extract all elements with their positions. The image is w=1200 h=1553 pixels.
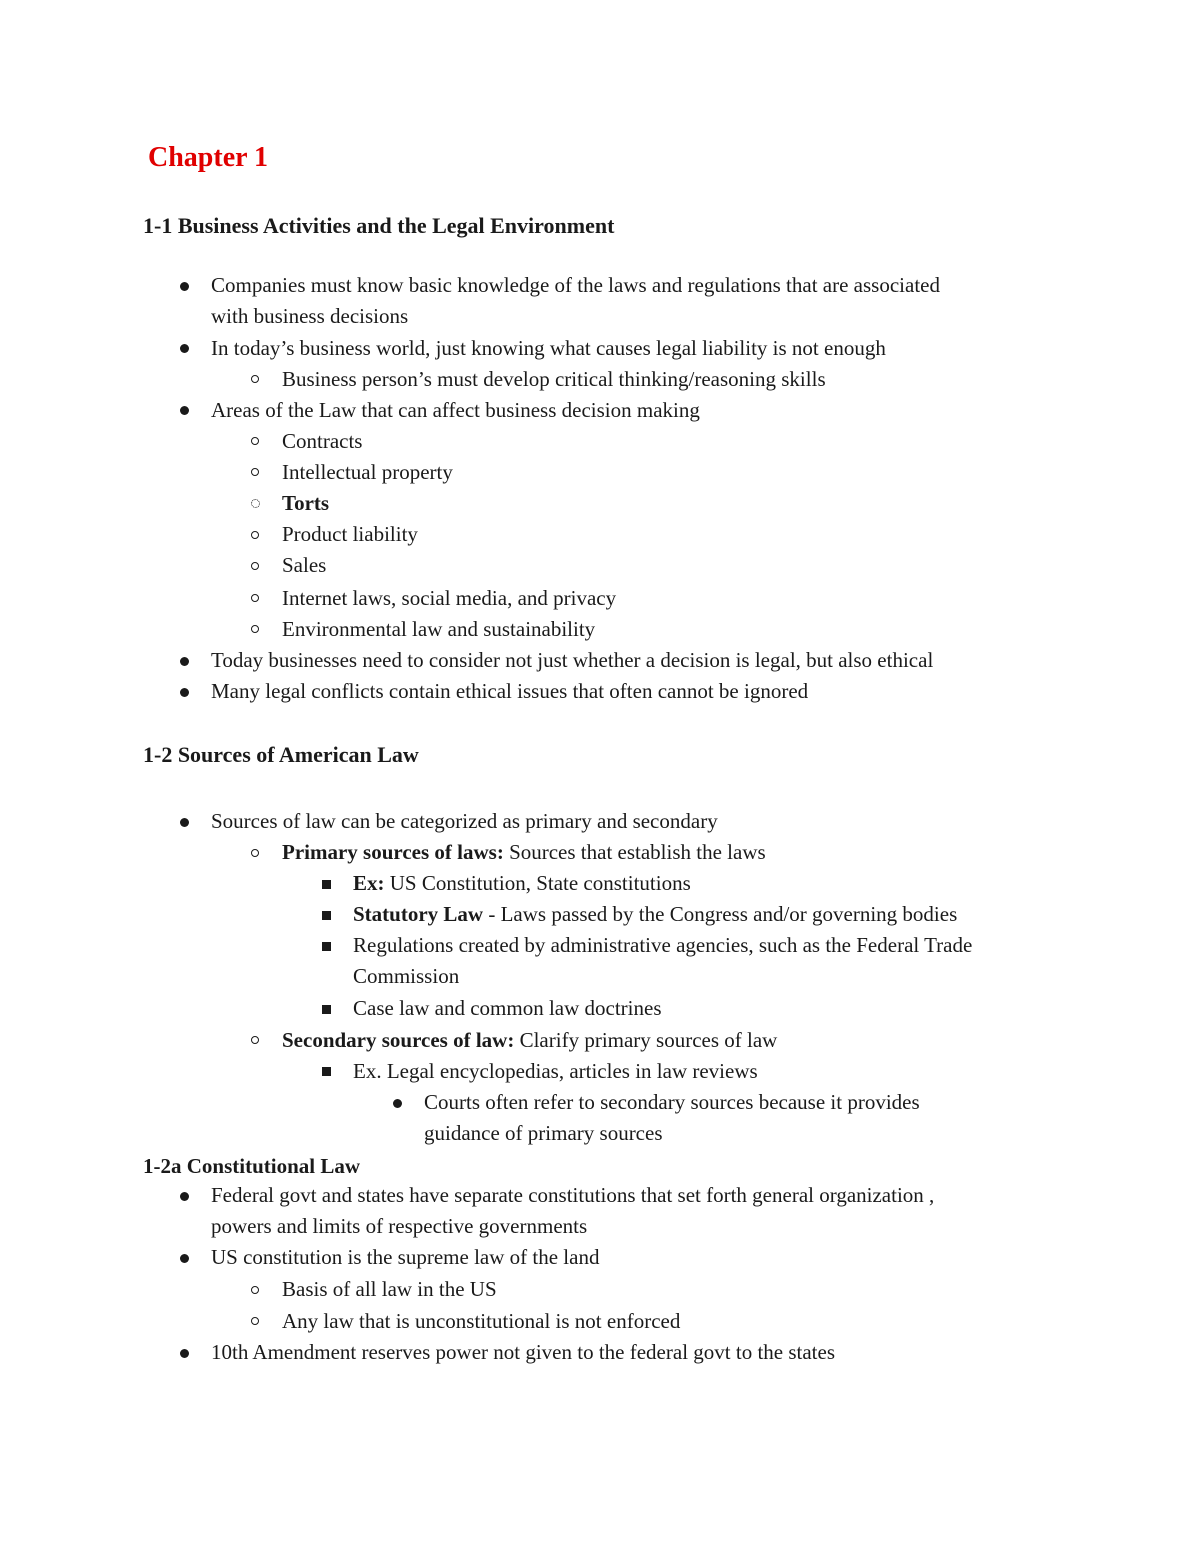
term-label: Secondary sources of law: bbox=[282, 1028, 515, 1052]
bullet-circle-icon bbox=[251, 1286, 259, 1294]
bullet-disc-icon bbox=[180, 344, 189, 353]
section-heading-1-1: 1-1 Business Activities and the Legal Environment bbox=[143, 213, 615, 238]
term-label: Ex: bbox=[353, 871, 385, 895]
list-item: Contracts bbox=[282, 429, 363, 453]
list-item: Ex. Legal encyclopedias, articles in law reviews bbox=[353, 1059, 758, 1083]
list-item: Internet laws, social media, and privacy bbox=[282, 586, 617, 610]
list-item: Any law that is unconstitutional is not enforced bbox=[282, 1309, 681, 1333]
list-item bbox=[282, 1025, 777, 1056]
bullet-disc-icon bbox=[180, 818, 189, 827]
list-item: Courts often refer to secondary sources because it provides bbox=[424, 1090, 920, 1114]
list-item: Intellectual property bbox=[282, 460, 453, 484]
list-item-continuation: guidance of primary sources bbox=[424, 1121, 663, 1145]
bullet-circle-icon bbox=[251, 849, 259, 857]
bullet-disc-icon bbox=[180, 1192, 189, 1201]
list-item: Sales bbox=[282, 553, 327, 577]
bullet-disc-icon bbox=[180, 1349, 189, 1358]
list-item: Companies must know basic knowledge of the laws and regulations that are associated bbox=[211, 273, 940, 297]
bullet-disc-icon bbox=[180, 657, 189, 666]
list-item: Sources of law can be categorized as primary and secondary bbox=[211, 809, 718, 833]
bullet-circle-icon bbox=[251, 594, 259, 602]
bullet-circle-icon bbox=[251, 562, 259, 570]
list-item: Environmental law and sustainability bbox=[282, 617, 596, 641]
bullet-disc-icon bbox=[393, 1099, 402, 1108]
list-item: Federal govt and states have separate constitutions that set forth general organization , bbox=[211, 1183, 935, 1207]
bullet-disc-icon bbox=[180, 406, 189, 415]
list-item: Business person’s must develop critical thinking/reasoning skills bbox=[282, 367, 826, 391]
bullet-circle-icon bbox=[251, 1036, 259, 1044]
bullet-square-icon bbox=[322, 880, 331, 889]
section-heading-1-2: 1-2 Sources of American Law bbox=[143, 742, 419, 767]
bullet-circle-icon bbox=[251, 468, 259, 476]
bullet-disc-icon bbox=[180, 282, 189, 291]
list-item: Regulations created by administrative agencies, such as the Federal Trade bbox=[353, 933, 973, 957]
list-item: In today’s business world, just knowing what causes legal liability is not enough bbox=[211, 336, 886, 360]
list-item: Basis of all law in the US bbox=[282, 1277, 497, 1301]
bullet-disc-icon bbox=[180, 1254, 189, 1263]
list-item-continuation: Commission bbox=[353, 964, 460, 988]
bullet-dotted-circle-icon bbox=[251, 499, 260, 508]
list-item bbox=[353, 868, 691, 899]
bullet-square-icon bbox=[322, 1005, 331, 1014]
term-description: - Laws passed by the Congress and/or governing bodies bbox=[483, 902, 958, 926]
bullet-circle-icon bbox=[251, 625, 259, 633]
bullet-square-icon bbox=[322, 942, 331, 951]
bullet-circle-icon bbox=[251, 375, 259, 383]
list-item: Many legal conflicts contain ethical issues that often cannot be ignored bbox=[211, 679, 809, 703]
list-item bbox=[282, 837, 766, 868]
list-item bbox=[353, 899, 957, 930]
bullet-square-icon bbox=[322, 911, 331, 920]
list-item-continuation: powers and limits of respective governments bbox=[211, 1214, 588, 1238]
term-label: Primary sources of laws: bbox=[282, 840, 504, 864]
term-description: US Constitution, State constitutions bbox=[384, 871, 691, 895]
list-item: Areas of the Law that can affect business decision making bbox=[211, 398, 700, 422]
bullet-circle-icon bbox=[251, 531, 259, 539]
section-heading-1-2a: 1-2a Constitutional Law bbox=[143, 1154, 361, 1178]
list-item-continuation: with business decisions bbox=[211, 304, 409, 328]
list-item: US constitution is the supreme law of the land bbox=[211, 1245, 600, 1269]
term-description: Sources that establish the laws bbox=[503, 840, 766, 864]
list-item: Today businesses need to consider not just whether a decision is legal, but also ethical bbox=[211, 648, 934, 672]
bullet-circle-icon bbox=[251, 1317, 259, 1325]
bullet-square-icon bbox=[322, 1067, 331, 1076]
list-item: Case law and common law doctrines bbox=[353, 996, 662, 1020]
term-description: Clarify primary sources of law bbox=[514, 1028, 778, 1052]
bullet-circle-icon bbox=[251, 437, 259, 445]
chapter-title: Chapter 1 bbox=[148, 142, 269, 173]
bullet-disc-icon bbox=[180, 688, 189, 697]
term-label: Statutory Law bbox=[353, 902, 484, 926]
list-item: Product liability bbox=[282, 522, 418, 546]
list-item: Torts bbox=[282, 491, 330, 515]
list-item: 10th Amendment reserves power not given to the federal govt to the states bbox=[211, 1340, 836, 1364]
